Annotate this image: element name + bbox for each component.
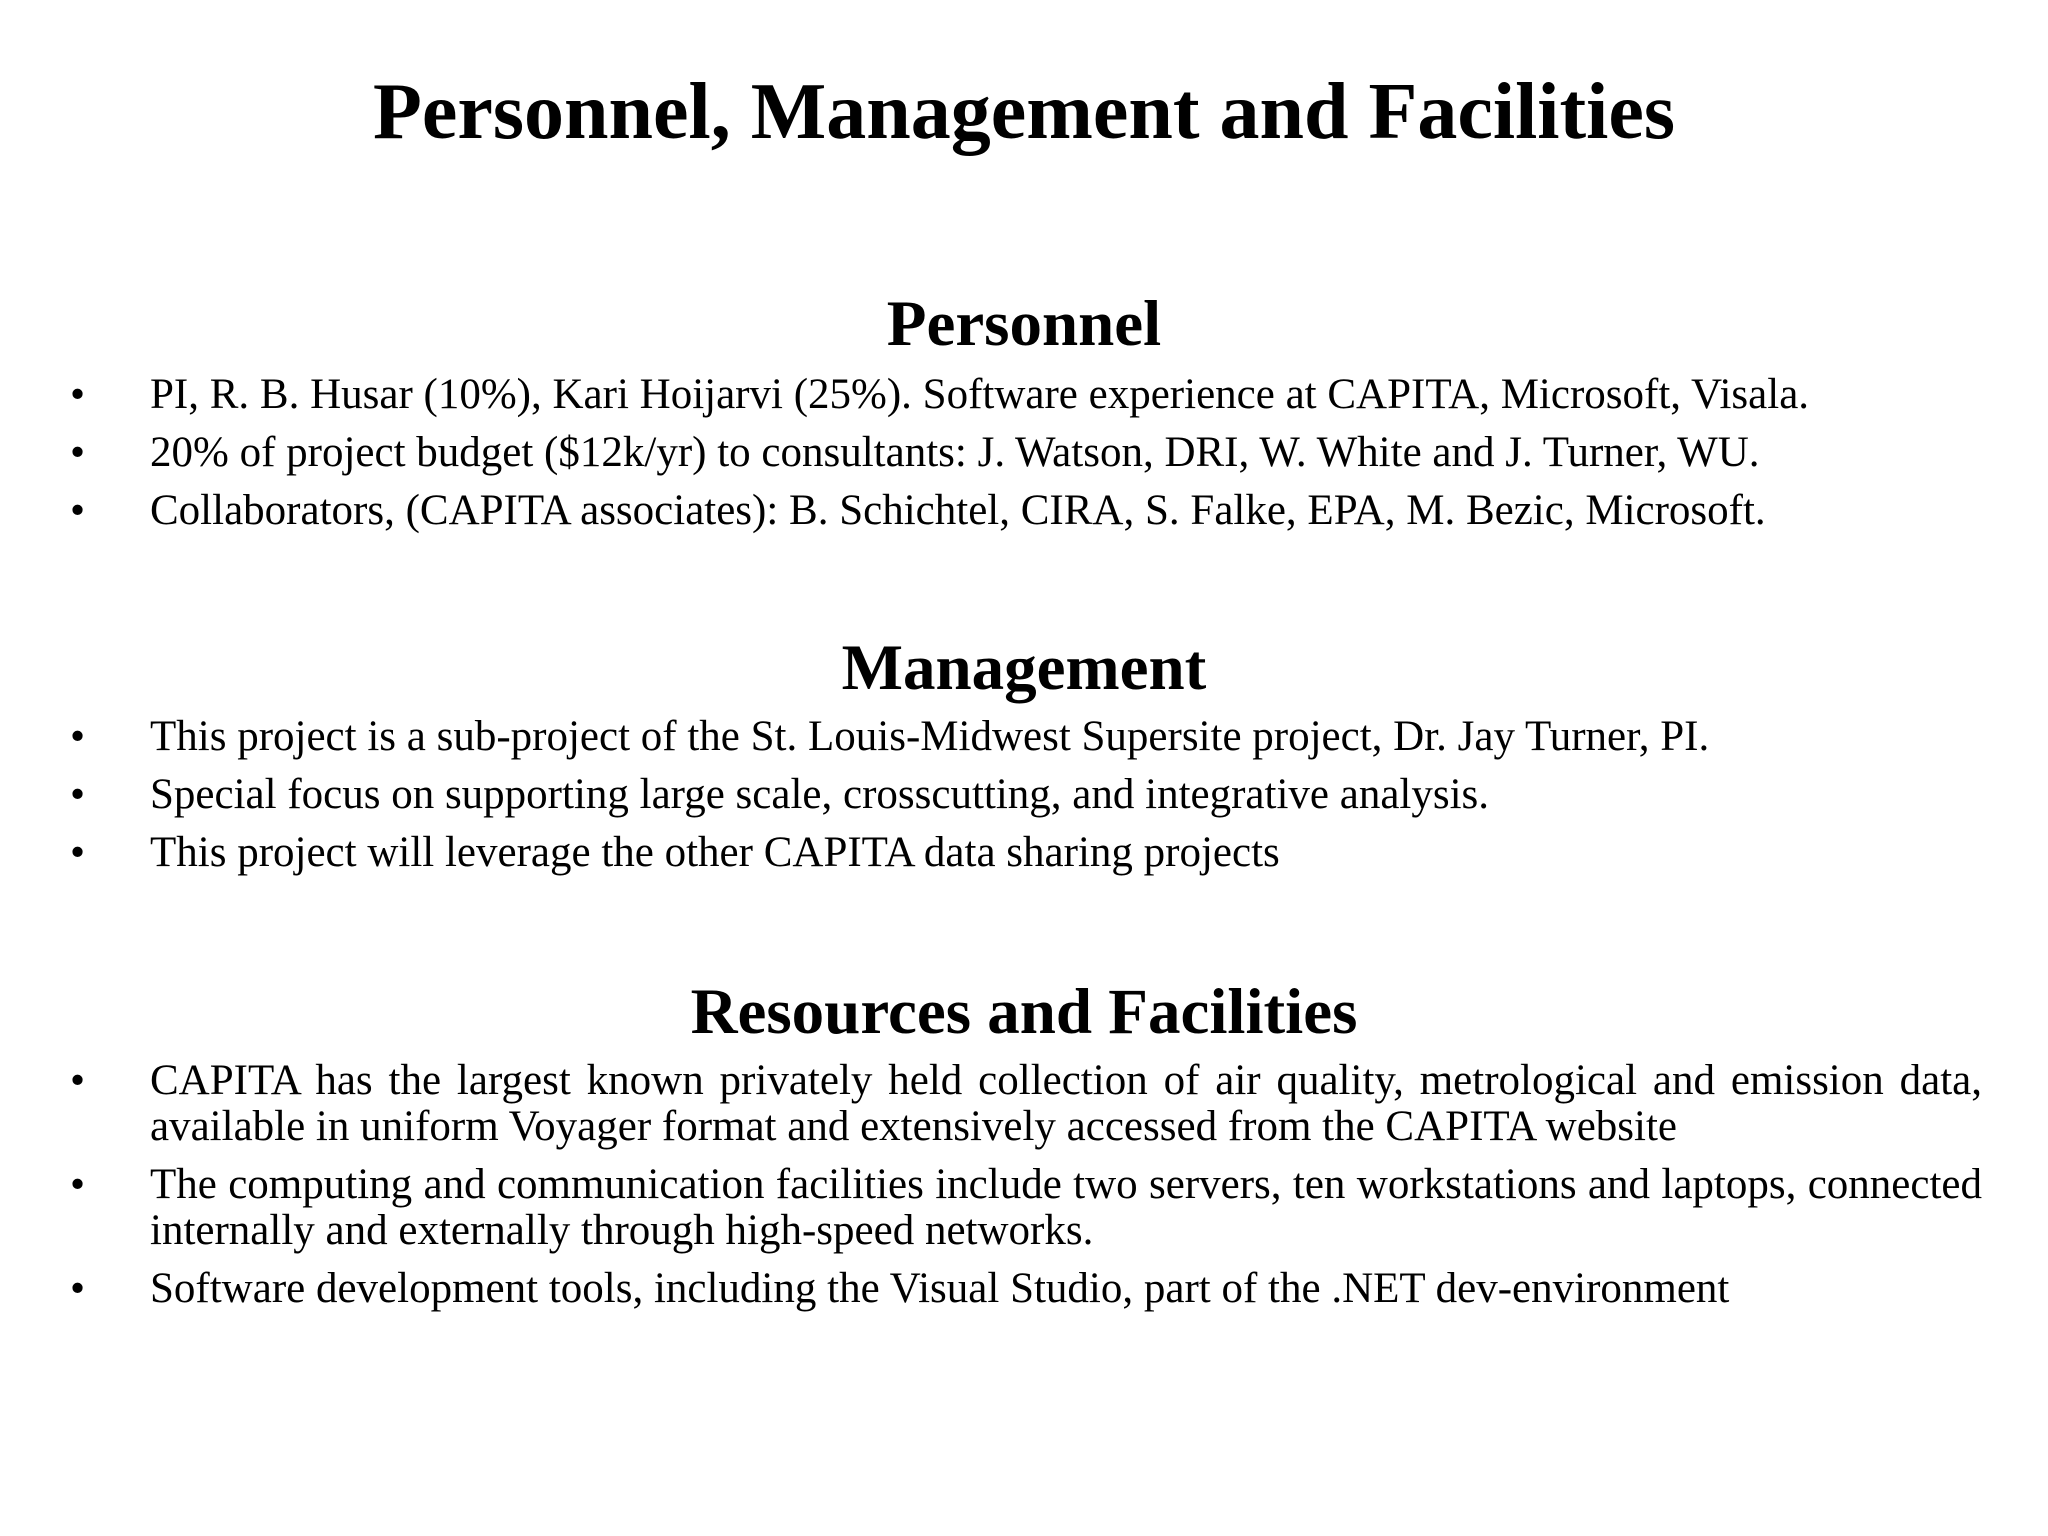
- list-item: [70, 714, 1982, 760]
- bullet-icon: •: [70, 1057, 86, 1104]
- list-item-text: This project will leverage the other CAPITA data sharing projects: [150, 829, 1280, 876]
- list-item-text: The computing and communication facilities include two servers, ten workstations and laptops, connected internally and externally through high-speed networks.: [150, 1161, 1982, 1254]
- bullet-icon: •: [70, 371, 86, 418]
- resources-list: [70, 1058, 1982, 1324]
- list-item-text: Special focus on supporting large scale, crosscutting, and integrative analysis.: [150, 771, 1490, 818]
- bullet-icon: •: [70, 487, 86, 534]
- section-heading-personnel: Personnel: [886, 288, 1162, 360]
- bullet-icon: •: [70, 829, 86, 876]
- list-item: [70, 1266, 1982, 1312]
- list-item: [70, 772, 1982, 818]
- bullet-icon: •: [70, 713, 86, 760]
- management-list: [70, 714, 1982, 888]
- bullet-icon: •: [70, 1265, 86, 1312]
- list-item-text: CAPITA has the largest known privately held collection of air quality, metrological and emission data, available in uniform Voyager format and extensively accessed from the CAPITA website: [150, 1057, 1982, 1150]
- list-item: [70, 372, 1982, 418]
- slide-title: Personnel, Management and Facilities: [372, 68, 1676, 156]
- personnel-list: [70, 372, 1982, 546]
- bullet-icon: •: [70, 1161, 86, 1208]
- bullet-icon: •: [70, 771, 86, 818]
- list-item: [70, 488, 1982, 534]
- list-item-text: This project is a sub-project of the St. Louis-Midwest Supersite project, Dr. Jay Turner, PI.: [150, 713, 1710, 760]
- list-item-text: 20% of project budget ($12k/yr) to consultants: J. Watson, DRI, W. White and J. Turner, WU.: [150, 429, 1760, 476]
- list-item: [70, 1058, 1982, 1150]
- list-item-text: PI, R. B. Husar (10%), Kari Hoijarvi (25%). Software experience at CAPITA, Microsoft, Visala.: [150, 371, 1810, 418]
- list-item: [70, 430, 1982, 476]
- section-heading-resources: Resources and Facilities: [690, 976, 1358, 1048]
- list-item-text: Software development tools, including the Visual Studio, part of the .NET dev-environment: [150, 1265, 1730, 1312]
- list-item: [70, 830, 1982, 876]
- bullet-icon: •: [70, 429, 86, 476]
- section-heading-management: Management: [841, 632, 1207, 704]
- list-item-text: Collaborators, (CAPITA associates): B. Schichtel, CIRA, S. Falke, EPA, M. Bezic, Microsoft.: [150, 487, 1766, 534]
- list-item: [70, 1162, 1982, 1254]
